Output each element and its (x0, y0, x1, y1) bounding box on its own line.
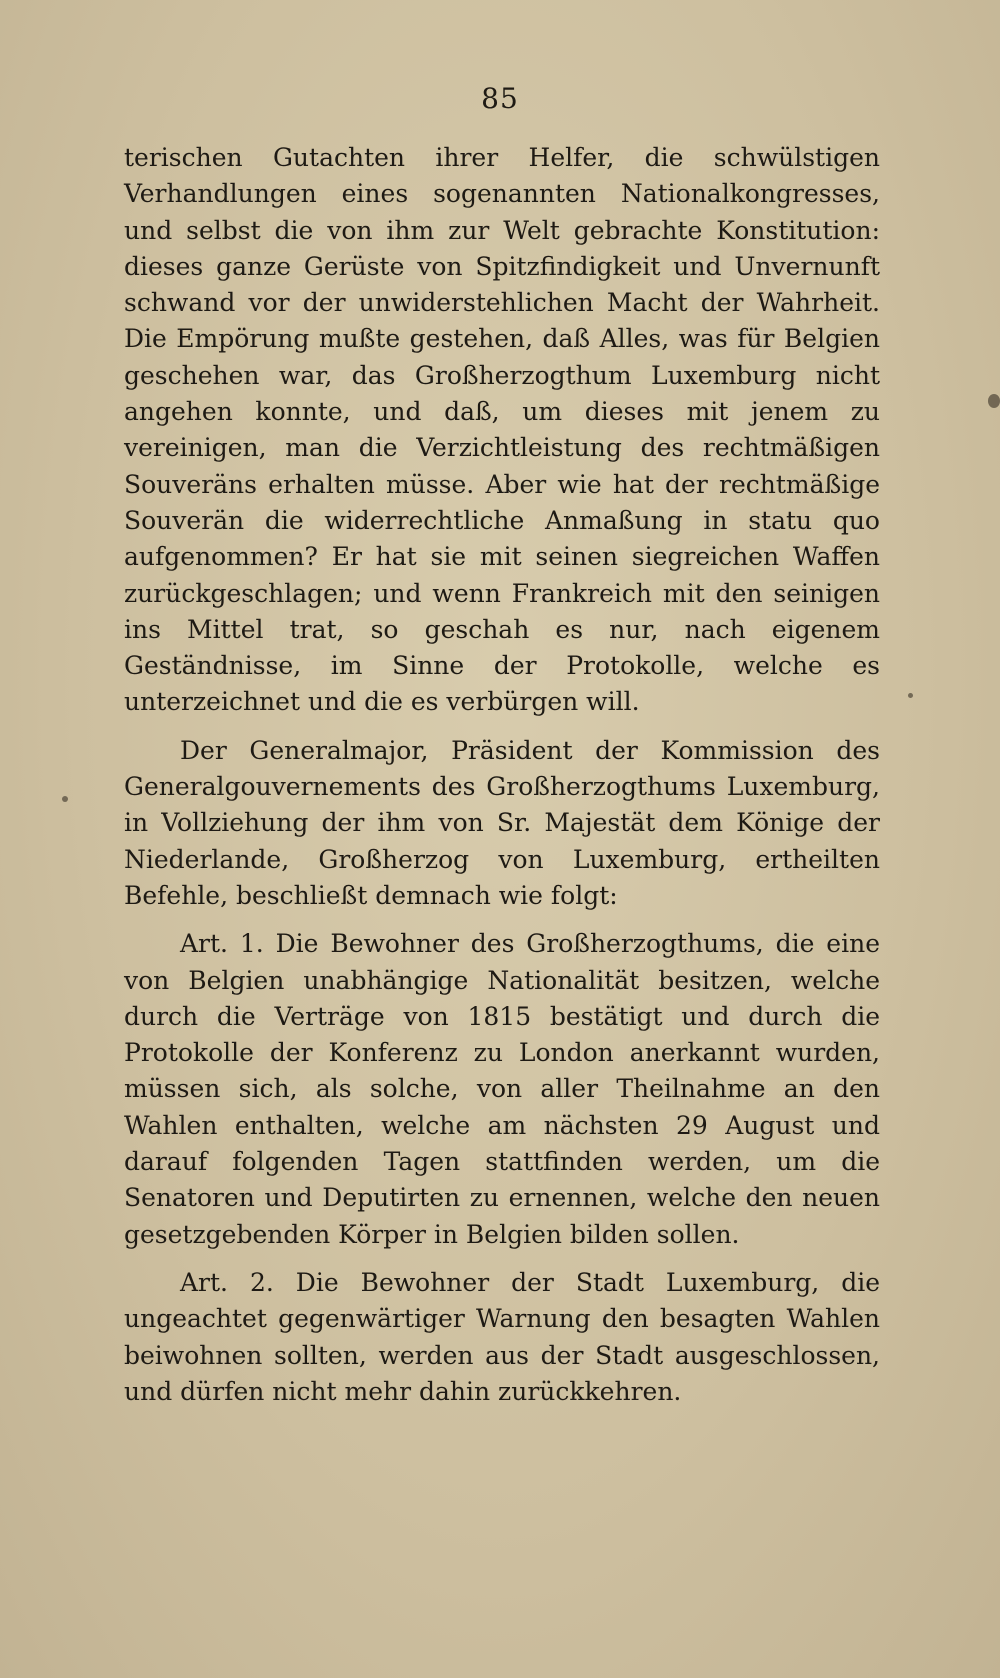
page-number: 85 (481, 82, 519, 115)
paragraph-continuation: terischen Gutachten ihrer Helfer, die schwülstigen Verhandlungen eines sogenannten Nationalkongresses, und selbst die von ihm zur Welt gebrachte Konstitution: dieses ganze Gerüste von Spitzfindigkeit und Unvernunft schwand vor der unwiderstehlichen Macht der Wahrheit. Die Empörung mußte gestehen, daß Alles, was für Belgien geschehen war, das Großherzogthum Luxemburg nicht angehen konnte, und daß, um dieses mit jenem zu vereinigen, man die Verzichtleistung des rechtmäßigen Souveräns erhalten müsse. Aber wie hat der rechtmäßige Souverän die widerrechtliche Anmaßung in statu quo aufgenommen? Er hat sie mit seinen siegreichen Waffen zurückgeschlagen; und wenn Frankreich mit den seinigen ins Mittel trat, so geschah es nur, nach eigenem Geständnisse, im Sinne der Protokolle, welche es unterzeichnet und die es verbürgen will. (124, 143, 880, 717)
paragraph-article-1: Art. 1. Die Bewohner des Großherzogthums, die eine von Belgien unabhängige Nationalität besitzen, welche durch die Verträge von 1815 bestätigt und durch die Protokolle der Konferenz zu London anerkannt wurden, müssen sich, als solche, von aller Theilnahme an den Wahlen enthalten, welche am nächsten 29 August und darauf folgenden Tagen stattfinden werden, um die Senatoren und Deputirten zu ernennen, welche den neuen gesetzgebenden Körper in Belgien bilden sollen. (124, 929, 880, 1249)
paragraph-article-2: Art. 2. Die Bewohner der Stadt Luxemburg, die ungeachtet gegenwärtiger Warnung den besagten Wahlen beiwohnen sollten, werden aus der Stadt ausgeschlossen, und dürfen nicht mehr dahin zurückkehren. (124, 1267, 880, 1406)
foxing-spot (62, 796, 68, 802)
page-body (124, 140, 880, 1410)
paragraph-decree-intro: Der Generalmajor, Präsident der Kommission des Generalgouvernements des Großherzogthums Luxemburg, in Vollziehung der ihm von Sr. Majestät dem Könige der Niederlande, Großherzog von Luxemburg, ertheilten Befehle, beschließt demnach wie folgt: (124, 735, 880, 910)
foxing-spot (988, 394, 1000, 408)
foxing-spot (908, 693, 913, 698)
